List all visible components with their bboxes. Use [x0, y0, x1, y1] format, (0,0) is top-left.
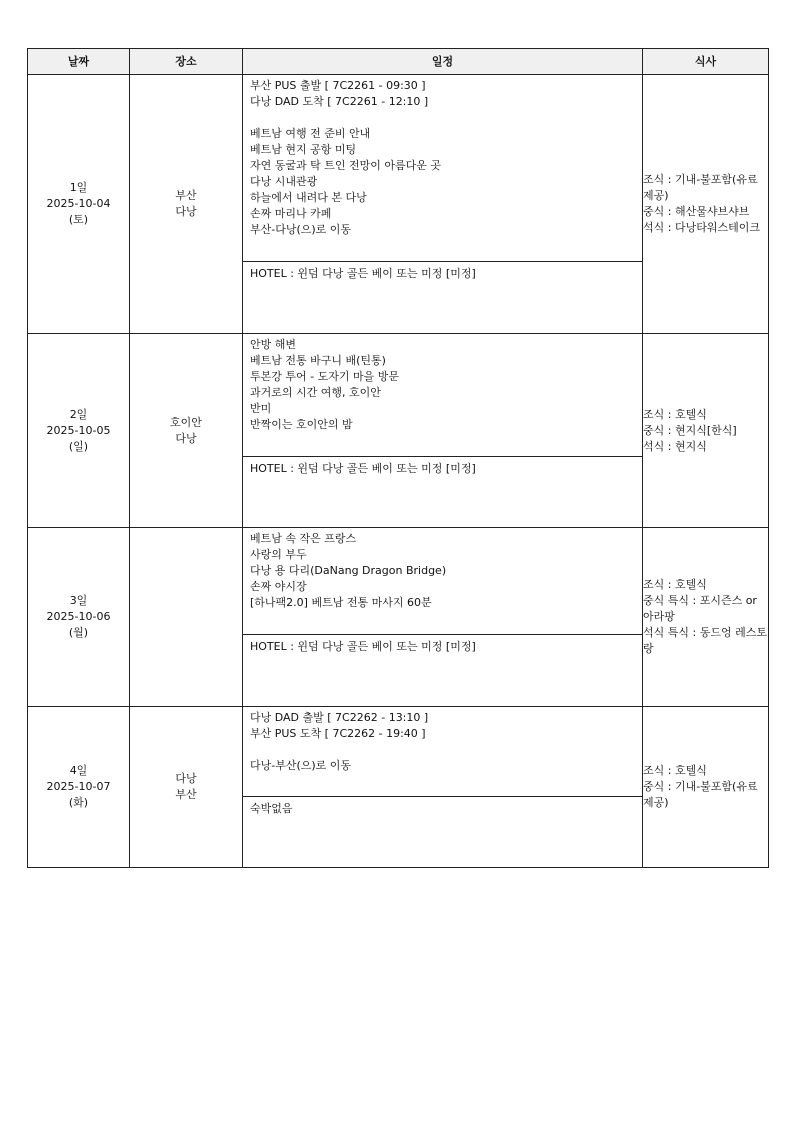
day-weekday: (화) [68, 796, 89, 809]
meals-cell [643, 707, 769, 868]
schedule-item: 부산 PUS 도착 [ 7C2262 - 19:40 ] [250, 727, 426, 740]
place-name: 호이안 [170, 415, 202, 429]
itinerary-body [28, 75, 769, 868]
meal-item: 중식 특식 : 포시즌스 or 아라팡 [643, 594, 757, 623]
place-cell [130, 528, 243, 707]
schedule-item [250, 742, 635, 758]
schedule-item: 부산-다낭(으)로 이동 [250, 223, 352, 236]
day-row [28, 528, 769, 707]
schedule-item: 다낭 DAD 출발 [ 7C2262 - 13:10 ] [250, 711, 429, 724]
schedule-item: 안방 해변 [250, 338, 297, 351]
schedule-item: 투본강 투어 - 도자기 마을 방문 [250, 370, 399, 383]
date-cell [28, 707, 130, 868]
schedule-item: 베트남 여행 전 준비 안내 [250, 127, 371, 140]
day-row [28, 75, 769, 334]
day-day: 3일 [69, 594, 88, 607]
meal-item: 중식 : 해산물샤브샤브 [643, 205, 750, 218]
meal-item: 조식 : 호텔식 [643, 578, 707, 591]
schedule-activities [243, 334, 642, 457]
place-name: 다낭 [175, 431, 197, 445]
itinerary-table [27, 48, 769, 868]
day-date: 2025-10-05 [46, 423, 111, 437]
hotel-info: 숙박없음 [250, 802, 293, 815]
schedule-item: 베트남 전통 바구니 배(틴통) [250, 354, 386, 367]
schedule-cell [243, 334, 643, 528]
place-cell [130, 75, 243, 334]
schedule-item: 베트남 현지 공항 미팅 [250, 143, 357, 156]
meals-cell [643, 75, 769, 334]
date-header: 날짜 [28, 49, 130, 75]
day-weekday: (토) [68, 213, 89, 226]
date-cell [28, 528, 130, 707]
place-cell [130, 334, 243, 528]
place-header: 장소 [130, 49, 243, 75]
schedule-item [250, 110, 635, 126]
schedule-cell [243, 75, 643, 334]
schedule-item: 과거로의 시간 여행, 호이안 [250, 386, 381, 399]
meals-cell [643, 528, 769, 707]
day-date: 2025-10-04 [46, 197, 111, 210]
place-cell [130, 707, 243, 868]
place-name: 부산 [175, 788, 197, 801]
place-name: 다낭 [175, 205, 197, 218]
schedule-header: 일정 [243, 49, 643, 75]
meal-item: 석식 : 현지식 [643, 439, 707, 453]
meal-item: 조식 : 호텔식 [643, 764, 707, 777]
meals-cell [643, 334, 769, 528]
schedule-item: 자연 동굴과 탁 트인 전망이 아름다운 곳 [250, 159, 441, 172]
schedule-item: 반짝이는 호이안의 밤 [250, 418, 353, 431]
hotel-info: HOTEL : 윈덤 다낭 골든 베이 또는 미정 [미정] [250, 462, 476, 475]
day-day: 2일 [69, 407, 88, 421]
day-weekday: (월) [68, 626, 89, 639]
meal-item: 석식 : 다낭타워스테이크 [643, 221, 760, 234]
header-row [28, 49, 769, 75]
schedule-item: 반미 [250, 402, 272, 415]
schedule-item: 베트남 속 작은 프랑스 [250, 532, 357, 545]
schedule-item: 사랑의 부두 [250, 548, 307, 561]
schedule-cell [243, 528, 643, 707]
day-date: 2025-10-07 [46, 780, 111, 793]
schedule-item: 부산 PUS 출발 [ 7C2261 - 09:30 ] [250, 79, 426, 92]
schedule-cell [243, 707, 643, 868]
schedule-item: 손짜 야시장 [250, 580, 307, 593]
schedule-item: 다낭 시내관광 [250, 175, 318, 188]
schedule-item: 다낭-부산(으)로 이동 [250, 759, 352, 772]
schedule-activities [243, 528, 642, 635]
day-row [28, 334, 769, 528]
meal-item: 중식 : 기내-불포함(유료제공) [643, 780, 758, 809]
schedule-activities [243, 707, 642, 797]
schedule-item: 하늘에서 내려다 본 다낭 [250, 191, 367, 204]
place-name: 부산 [175, 189, 197, 202]
schedule-item: 다낭 용 다리(DaNang Dragon Bridge) [250, 564, 447, 577]
date-cell [28, 75, 130, 334]
schedule-item: 손짜 마리나 카페 [250, 207, 332, 220]
schedule-item: [하나팩2.0] 베트남 전통 마사지 60분 [250, 596, 432, 609]
schedule-item: 다낭 DAD 도착 [ 7C2261 - 12:10 ] [250, 95, 429, 108]
schedule-activities [243, 75, 642, 262]
hotel-info: HOTEL : 윈덤 다낭 골든 베이 또는 미정 [미정] [250, 267, 476, 280]
day-date: 2025-10-06 [46, 610, 111, 623]
meal-item: 석식 특식 : 동드엉 레스토랑 [643, 626, 767, 655]
hotel-info: HOTEL : 윈덤 다낭 골든 베이 또는 미정 [미정] [250, 640, 476, 653]
meal-item: 중식 : 현지식[한식] [643, 423, 737, 437]
meal-item: 조식 : 기내-불포함(유료제공) [643, 173, 758, 202]
day-day: 1일 [69, 181, 88, 194]
meals-header: 식사 [643, 49, 769, 75]
day-row [28, 707, 769, 868]
date-cell [28, 334, 130, 528]
day-weekday: (일) [68, 439, 89, 453]
meal-item: 조식 : 호텔식 [643, 407, 707, 421]
day-day: 4일 [69, 764, 88, 777]
place-name: 다낭 [175, 772, 197, 785]
